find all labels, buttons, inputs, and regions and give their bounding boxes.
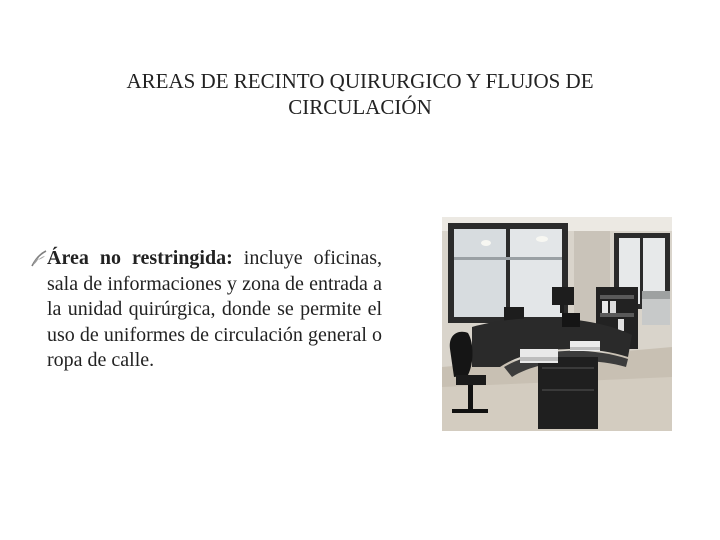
bullet-term: Área no restringida:: [47, 247, 233, 269]
ornament-bullet-icon: [30, 248, 48, 270]
slide-title: [60, 68, 660, 120]
office-desk-photo: [442, 217, 672, 431]
bullet-text: incluye oficinas, sala de informaciones y zona de entrada a la unidad quirúrgica, donde se permite el uso de uniformes de circulación general o ropa de calle.: [47, 247, 382, 371]
slide-title-line-2: CIRCULACIÓN: [288, 95, 432, 119]
bullet-item: [30, 246, 382, 374]
bullet-list: [30, 246, 382, 374]
slide-title-line-1: AREAS DE RECINTO QUIRURGICO Y FLUJOS DE: [126, 69, 594, 93]
